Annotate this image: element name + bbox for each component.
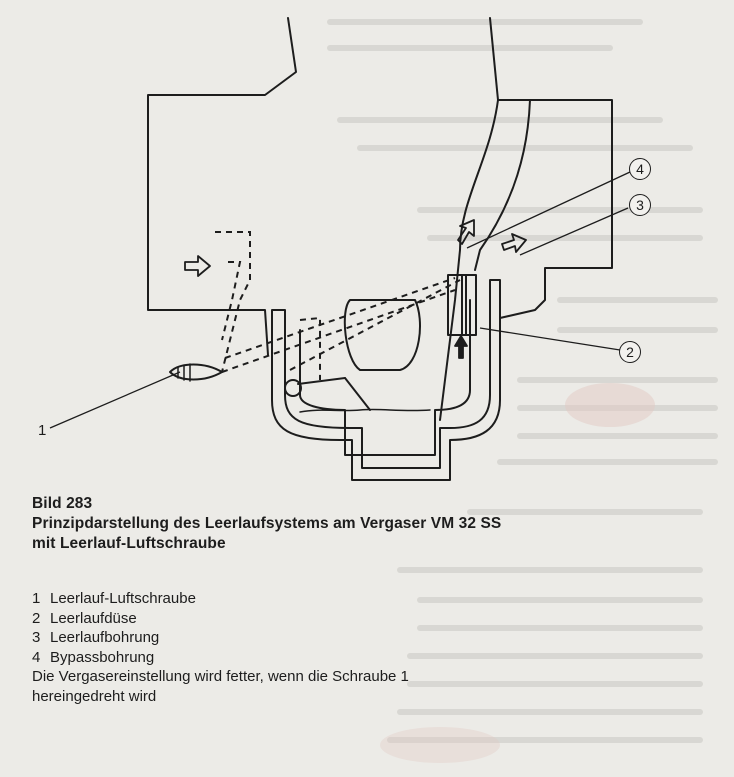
legend-number: 3	[32, 629, 41, 646]
callout-2: 2	[619, 341, 641, 363]
legend-label: Bypassbohrung	[50, 648, 155, 666]
callout-4: 4	[629, 158, 651, 180]
figure-caption	[32, 494, 712, 554]
float-pivot	[285, 380, 301, 396]
legend-number: 4	[32, 648, 41, 666]
legend-label: Leerlauf-Luftschraube	[50, 590, 196, 607]
callout-3: 3	[629, 194, 651, 216]
fuel-flow-arrow	[455, 336, 467, 358]
legend-item	[32, 589, 712, 609]
carburetor-body-outline	[148, 18, 296, 355]
legend	[32, 589, 712, 706]
note-line-1: Die Vergasereinstellung wird fetter, wenn die Schraube 1	[32, 668, 409, 685]
leader-line-4	[467, 172, 630, 248]
legend-number: 2	[32, 609, 41, 627]
legend-label: Leerlaufbohrung	[50, 629, 160, 646]
legend-item	[32, 648, 712, 668]
note-line-2: hereingedreht wird	[32, 687, 157, 705]
figure-title-line-2: mit Leerlauf-Luftschraube	[32, 535, 226, 552]
figure-title-line-1: Prinzipdarstellung des Leerlaufsystems am Vergaser VM 32 SS	[32, 515, 502, 532]
figure-label: Bild 283	[32, 495, 93, 512]
leader-line-1	[50, 372, 180, 428]
airflow-arrow-idle	[502, 234, 526, 252]
airflow-arrow-inlet	[185, 256, 210, 276]
legend-label: Leerlaufdüse	[50, 609, 137, 627]
legend-item	[32, 628, 712, 648]
legend-item	[32, 609, 712, 629]
idle-air-passage	[215, 232, 250, 372]
float	[345, 300, 420, 370]
legend-number: 1	[32, 590, 41, 607]
callout-1: 1	[38, 422, 47, 439]
